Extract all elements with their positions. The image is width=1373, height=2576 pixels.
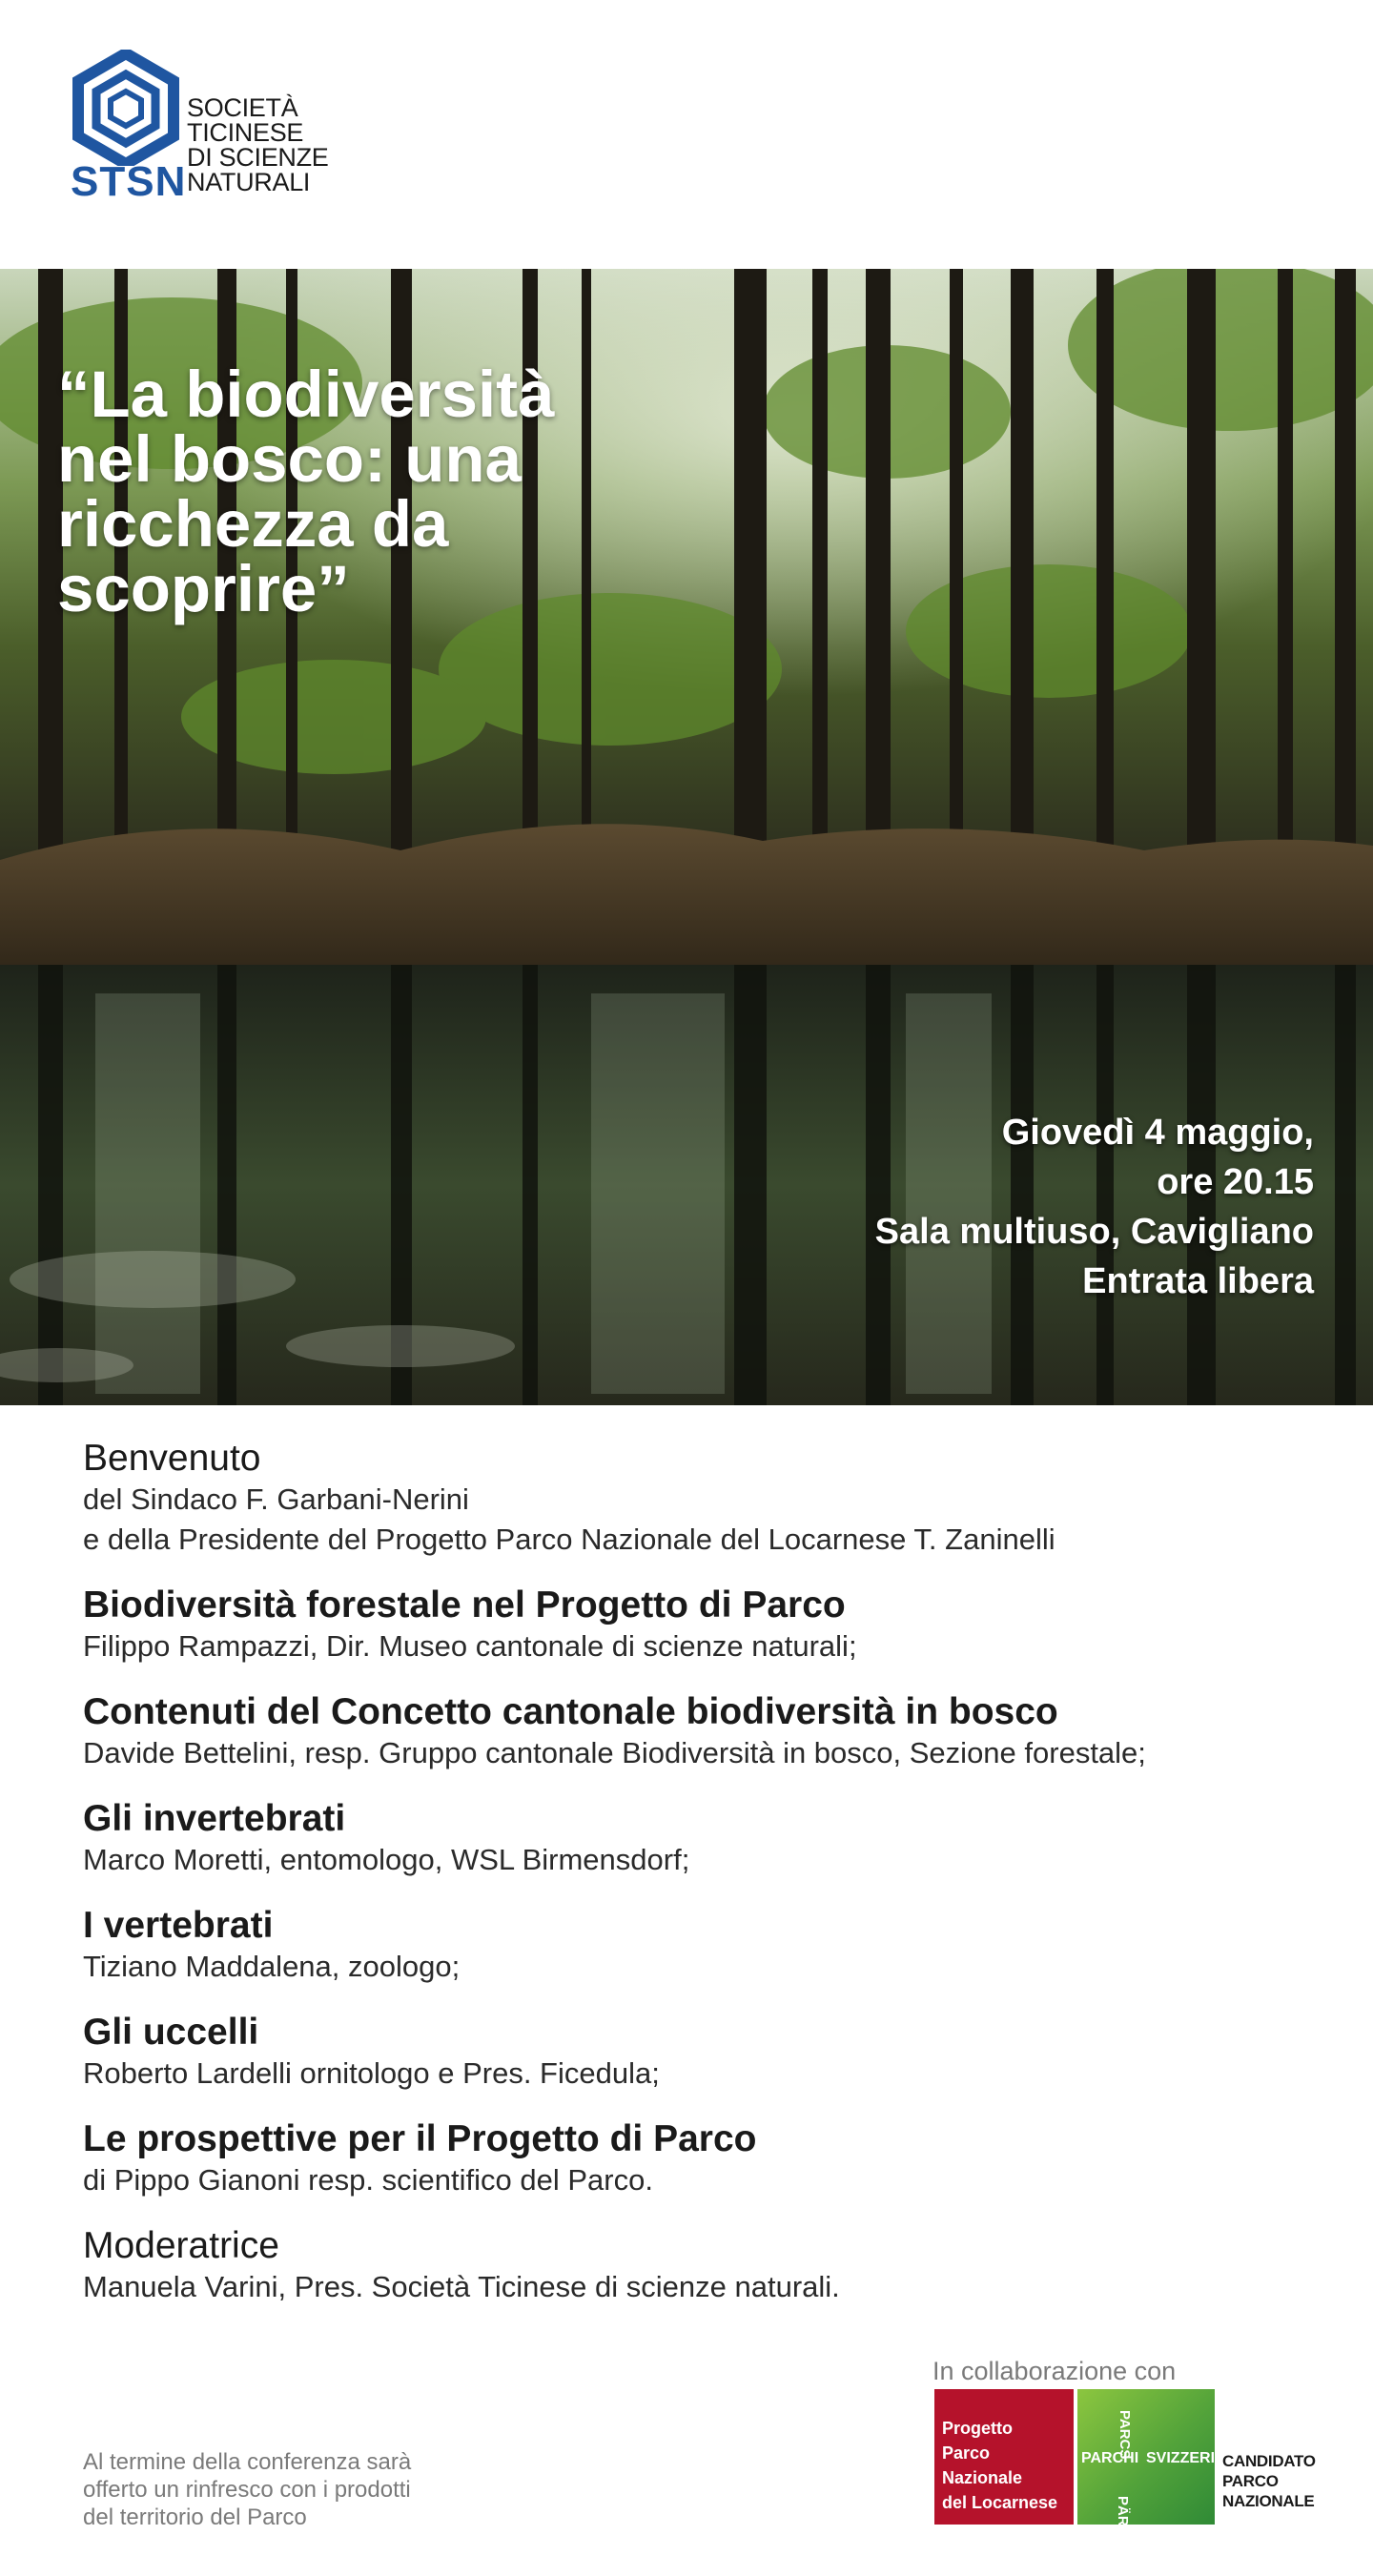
candidate-line: PARCO xyxy=(1222,2472,1279,2490)
logo-acronym: STSN xyxy=(71,158,187,205)
parke-label: PÄRKE xyxy=(1115,2496,1131,2546)
stsn-logo xyxy=(71,50,347,212)
logo-line: DI SCIENZE xyxy=(187,143,329,172)
event-details xyxy=(875,1108,1314,1306)
program-item-birds xyxy=(83,2012,1322,2094)
parcs-label: PARCS xyxy=(1117,2410,1133,2460)
header xyxy=(0,0,1373,269)
event-admission: Entrata libera xyxy=(1082,1261,1314,1301)
program-heading: Gli uccelli xyxy=(83,2012,259,2053)
program-line: Roberto Lardelli ornitologo e Pres. Ficedula; xyxy=(83,2056,660,2090)
partner-red-line: Parco Nazionale xyxy=(942,2443,1023,2487)
candidate-line: CANDIDATO xyxy=(1222,2452,1316,2470)
program-line: di Pippo Gianoni resp. scientifico del Parco. xyxy=(83,2163,653,2197)
program-heading: Gli invertebrati xyxy=(83,1798,346,1839)
logo-line: NATURALI xyxy=(187,168,311,196)
program-item-vertebrates xyxy=(83,1905,1322,1987)
program-line: Marco Moretti, entomologo, WSL Birmensdorf; xyxy=(83,1843,690,1876)
logo-text xyxy=(187,95,329,194)
event-title: “La biodiversità nel bosco: una ricchezza da scoprire” xyxy=(57,358,555,625)
parchi-label: PARCHI xyxy=(1081,2450,1139,2466)
program-item-moderator xyxy=(83,2225,1322,2307)
program-item-cantonal-concept xyxy=(83,1691,1322,1773)
program-item-welcome xyxy=(83,1438,1322,1560)
note-line: Al termine della conferenza sarà xyxy=(83,2449,412,2475)
program-item-invertebrates xyxy=(83,1798,1322,1880)
logo-line: SOCIETÀ xyxy=(187,93,298,122)
svizzeri-label: SVIZZERI xyxy=(1146,2450,1216,2466)
candidate-line: NAZIONALE xyxy=(1222,2492,1315,2510)
hero-forest-photo xyxy=(0,269,1373,1405)
refreshment-note xyxy=(83,2448,483,2531)
program-line: Tiziano Maddalena, zoologo; xyxy=(83,1950,461,1983)
program-heading: Moderatrice xyxy=(83,2225,279,2266)
partner-logo-parchi-svizzeri xyxy=(1077,2389,1216,2546)
program-heading: Contenuti del Concetto cantonale biodiversità in bosco xyxy=(83,1691,1058,1732)
program-line: e della Presidente del Progetto Parco Nazionale del Locarnese T. Zaninelli xyxy=(83,1523,1055,1556)
program-heading: I vertebrati xyxy=(83,1905,274,1946)
partner-logo-progetto-parco xyxy=(934,2389,1074,2525)
event-venue: Sala multiuso, Cavigliano xyxy=(874,1212,1314,1252)
program-heading: Le prospettive per il Progetto di Parco xyxy=(83,2118,757,2159)
program-item-park-prospects xyxy=(83,2118,1322,2200)
candidate-national-park-label xyxy=(1222,2451,1316,2511)
partner-red-line: Progetto xyxy=(942,2419,1013,2438)
note-line: del territorio del Parco xyxy=(83,2504,307,2530)
collaboration-label: In collaborazione con xyxy=(932,2357,1177,2385)
note-line: offerto un rinfresco con i prodotti xyxy=(83,2477,411,2503)
program-line: Manuela Varini, Pres. Società Ticinese di scienze naturali. xyxy=(83,2270,840,2303)
event-date: Giovedì 4 maggio, xyxy=(1001,1113,1314,1153)
program-item-forest-biodiversity xyxy=(83,1584,1322,1666)
logo-line: TICINESE xyxy=(187,118,304,147)
program-line: Filippo Rampazzi, Dir. Museo cantonale di scienze naturali; xyxy=(83,1629,857,1663)
program-heading: Benvenuto xyxy=(83,1438,261,1479)
partner-red-line: del Locarnese xyxy=(942,2493,1058,2512)
program-line: Davide Bettelini, resp. Gruppo cantonale Biodiversità in bosco, Sezione forestale; xyxy=(83,1736,1146,1769)
hexagon-logo-icon xyxy=(71,50,181,166)
program-line: del Sindaco F. Garbani-Nerini xyxy=(83,1482,469,1516)
program-list xyxy=(83,1438,1322,2332)
program-heading: Biodiversità forestale nel Progetto di Parco xyxy=(83,1584,846,1625)
event-time: ore 20.15 xyxy=(1157,1162,1314,1202)
